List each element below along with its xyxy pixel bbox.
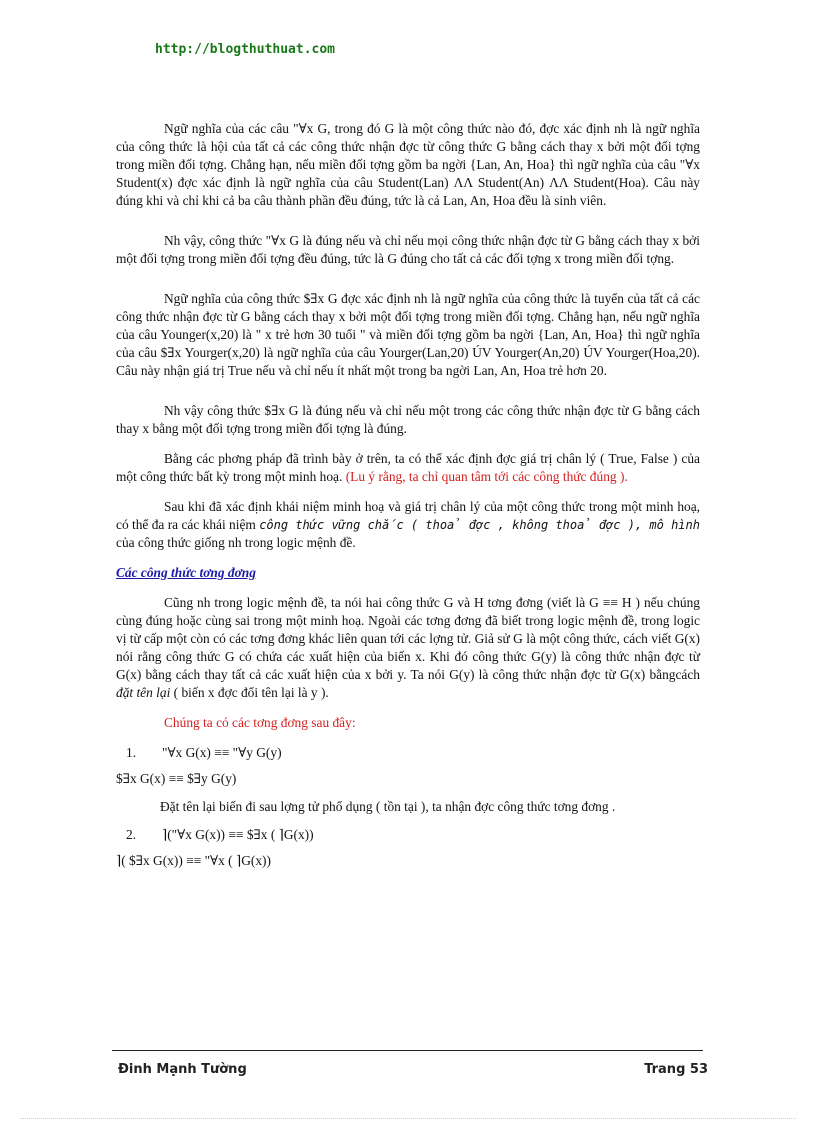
paragraph-6-terms: công thức vững chắc ( thoả đợc , không thoả đợc ), mô hình	[259, 518, 700, 532]
paragraph-7-term: đặt tên lại	[116, 685, 171, 700]
paragraph-5	[116, 450, 700, 486]
paragraph-7	[116, 594, 700, 702]
formula-1-note: Đặt tên lại biến đi sau lợng tử phổ dụng ( tồn tại ), ta nhận đợc công thức tơng đơng .	[160, 799, 616, 814]
header-url[interactable]: http://blogthuthuat.com	[155, 42, 336, 57]
paragraph-7-end: ( biến x đợc đổi tên lại là y ).	[173, 685, 329, 700]
paragraph-6-end: của công thức giống nh trong logic mệnh đề.	[116, 535, 356, 550]
formula-1a	[116, 744, 700, 762]
equivalences-intro: Chúng ta có các tơng đơng sau đây:	[164, 715, 356, 730]
formula-2-number: 2.	[126, 827, 137, 842]
paragraph-6	[116, 498, 700, 552]
paragraph-6-text: Sau khi đã xác định khái niệm minh hoạ và giá trị chân lý của một công thức trong một minh hoạ, có thể đa ra các khái niệm	[116, 499, 700, 532]
page-bottom-border	[20, 1118, 796, 1119]
paragraph-5-note: (Lu ý rằng, ta chỉ quan tâm tới các công thức đúng ).	[345, 469, 628, 484]
formula-1-number: 1.	[126, 745, 137, 760]
formula-1a-text: "∀x G(x) ≡≡ "∀y G(y)	[162, 745, 282, 760]
page-content	[116, 120, 700, 870]
formula-1b: $∃x G(x) ≡≡ $∃y G(y)	[116, 771, 237, 786]
paragraph-1: Ngữ nghĩa của các câu "∀x G, trong đó G là một công thức nào đó, đợc xác định nh là ngữ nghĩa của công thức là hội của tất cả các công thức nhận đợc từ công thức G bằng cách thay x bởi một đối tợng trong miền đối tợng. Chẳng hạn, nếu miền đối tợng gồm ba ngời {Lan, An, Hoa} thì ngữ nghĩa của câu "∀x Student(x) đợc xác định là ngữ nghĩa của câu Student(Lan) ΛΛ Student(An) ΛΛ Student(Hoa). Câu này đúng khi và chỉ khi cả ba câu thành phần đều đúng, tức là cả Lan, An, Hoa đều là sinh viên.	[116, 121, 700, 208]
formula-2a	[116, 826, 700, 844]
paragraph-4: Nh vậy công thức $∃x G là đúng nếu và chỉ nếu một trong các công thức nhận đợc từ G bằng cách thay x bằng một đối tợng trong miền đối tợng là đúng.	[116, 403, 700, 436]
footer-page-number: Trang 53	[644, 1062, 708, 1077]
footer-divider	[112, 1050, 703, 1051]
section-heading[interactable]: Các công thức tơng đơng	[116, 565, 256, 580]
paragraph-3: Ngữ nghĩa của công thức $∃x G đợc xác định nh là ngữ nghĩa của công thức là tuyển của tất cả các công thức nhận đợc từ G bằng cách thay x bởi một đối tợng trong miền đối tợng. Chẳng hạn, nếu ngữ nghĩa của câu Younger(x,20) là " x trẻ hơn 30 tuổi " và miền đối tợng gồm ba ngời {Lan, An, Hoa} thì ngữ nghĩa của câu $∃x Yourger(x,20) là ngữ nghĩa của câu Yourger(Lan,20) ÚV Yourger(An,20) ÚV Yourger(Hoa,20). Câu này nhận giá trị True nếu và chỉ nếu ít nhất một trong ba ngời Lan, An, Hoa trẻ hơn 20.	[116, 291, 700, 378]
paragraph-7-text: Cũng nh trong logic mệnh đề, ta nói hai công thức G và H tơng đơng (viết là G ≡≡ H ) nếu chúng cùng đúng hoặc cùng sai trong một minh hoạ. Ngoài các tơng đơng đã biết trong logic mệnh đề, trong logic vị từ cấp một còn có các tơng đơng khác liên quan tới các lợng tử. Giả sử G là một công thức, cách viết G(x) nói rằng công thức G có chứa các xuất hiện của biến x. Khi đó công thức G(y) là công thức nhận đợc từ G(x) bằng cách thay tất cả các xuất hiện của x bởi y. Ta nói G(y) là công thức nhận đợc từ G(x) bằngcách	[116, 595, 700, 682]
paragraph-2: Nh vậy, công thức "∀x G là đúng nếu và chỉ nếu mọi công thức nhận đợc từ G bằng cách thay x bởi một đối tợng trong miền đối tợng đều đúng, tức là G đúng cho tất cả các đối tợng x trong miền đối tợng.	[116, 233, 700, 266]
paragraph-5-text: Bằng các phơng pháp đã trình bày ở trên, ta có thể xác định đợc giá trị chân lý ( True, False ) của một công thức bất kỳ trong một minh hoạ.	[116, 451, 700, 484]
formula-2b: ⌉( $∃x G(x)) ≡≡ "∀x ( ⌉G(x))	[116, 853, 271, 868]
footer-author: Đinh Mạnh Tường	[118, 1062, 247, 1077]
formula-2a-text: ⌉("∀x G(x)) ≡≡ $∃x ( ⌉G(x))	[162, 827, 314, 842]
